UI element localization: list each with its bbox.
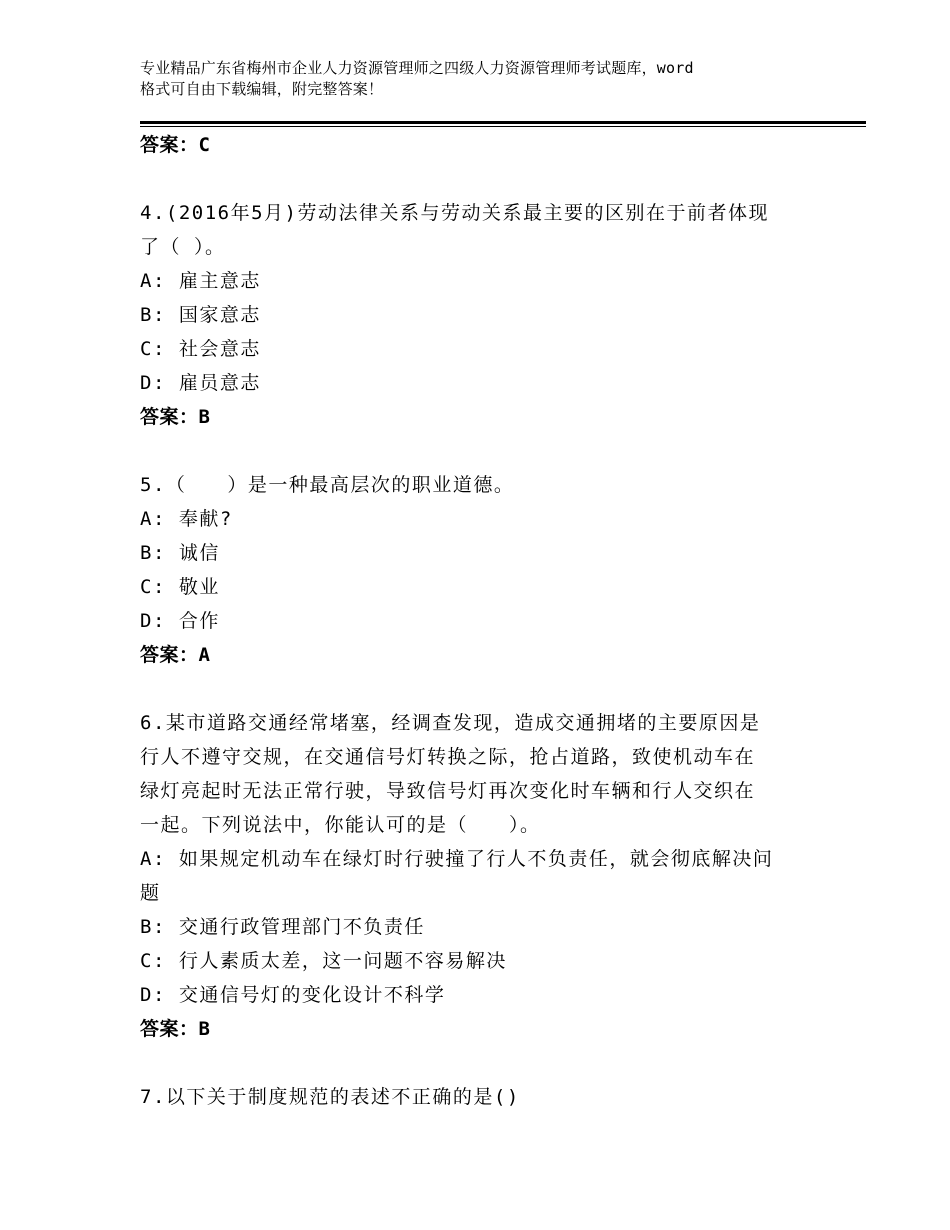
question-item bbox=[140, 196, 840, 434]
option-c: C: 行人素质太差，这一问题不容易解决 bbox=[140, 950, 507, 972]
answer-line: 答案：B bbox=[140, 1018, 211, 1040]
spacer bbox=[140, 434, 840, 468]
header-rule-thick bbox=[140, 121, 866, 124]
question-stem-line: 行人不遵守交规，在交通信号灯转换之际，抢占道路，致使机动车在 bbox=[140, 746, 756, 768]
option-a: A: 如果规定机动车在绿灯时行驶撞了行人不负责任，就会彻底解决问 bbox=[140, 848, 774, 870]
option-b: B: 交通行政管理部门不负责任 bbox=[140, 916, 425, 938]
option-b: B: 国家意志 bbox=[140, 304, 261, 326]
spacer bbox=[140, 162, 840, 196]
answer-line: 答案：B bbox=[140, 406, 211, 428]
question-list bbox=[140, 128, 840, 1114]
question-stem-line: 绿灯亮起时无法正常行驶，导致信号灯再次变化时车辆和行人交织在 bbox=[140, 780, 756, 802]
option-b: B: 诚信 bbox=[140, 542, 220, 564]
spacer bbox=[140, 672, 840, 706]
answer-line: 答案：C bbox=[140, 134, 211, 156]
option-a-continued: 题 bbox=[140, 882, 161, 904]
option-c: C: 敬业 bbox=[140, 576, 220, 598]
answer-line: 答案：A bbox=[140, 644, 211, 666]
option-a: A: 雇主意志 bbox=[140, 270, 261, 292]
document-header bbox=[140, 58, 830, 100]
spacer bbox=[140, 1046, 840, 1080]
option-d: D: 雇员意志 bbox=[140, 372, 261, 394]
question-stem-line: 一起。下列说法中，你能认可的是（ ）。 bbox=[140, 814, 541, 836]
option-d: D: 合作 bbox=[140, 610, 220, 632]
question-item bbox=[140, 1080, 840, 1114]
question-stem-line: 4.(2016年5月)劳动法律关系与劳动关系最主要的区别在于前者体现 bbox=[140, 202, 769, 224]
question-stem-line: 6.某市道路交通经常堵塞，经调查发现，造成交通拥堵的主要原因是 bbox=[140, 712, 761, 734]
question-stem-line: 了（ ）。 bbox=[140, 236, 226, 258]
question-stem-line: 5.（ ）是一种最高层次的职业道德。 bbox=[140, 474, 515, 496]
header-line-1: 专业精品广东省梅州市企业人力资源管理师之四级人力资源管理师考试题库，word bbox=[140, 59, 694, 77]
question-item bbox=[140, 706, 840, 1046]
header-rule-thin bbox=[140, 126, 866, 127]
option-d: D: 交通信号灯的变化设计不科学 bbox=[140, 984, 446, 1006]
option-a: A: 奉献? bbox=[140, 508, 233, 530]
question-item bbox=[140, 468, 840, 672]
option-c: C: 社会意志 bbox=[140, 338, 261, 360]
question-stem-line: 7.以下关于制度规范的表述不正确的是() bbox=[140, 1086, 520, 1108]
header-line-2: 格式可自由下载编辑，附完整答案！ bbox=[140, 80, 384, 98]
